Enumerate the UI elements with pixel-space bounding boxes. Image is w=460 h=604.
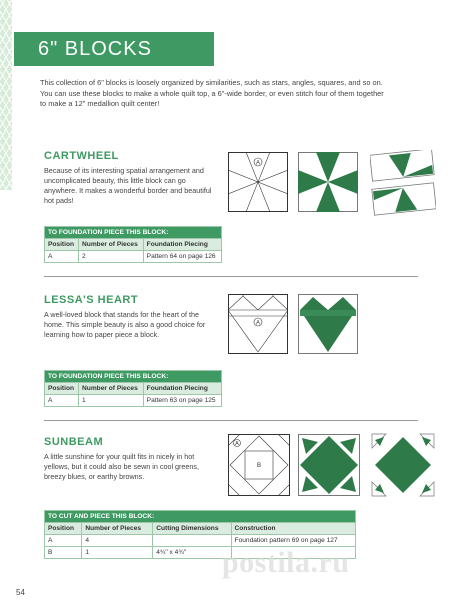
- table-cell: 4¾" x 4¾": [153, 547, 231, 559]
- sunbeam-diagram-label-b: B: [256, 463, 262, 469]
- table-row: [45, 251, 222, 263]
- section-divider: [44, 276, 418, 277]
- table-header: Number of Pieces: [79, 239, 144, 251]
- table-cell: 2: [79, 251, 144, 263]
- side-pattern: [0, 0, 12, 190]
- table-header: Foundation Piecing: [143, 383, 221, 395]
- table-header: Number of Pieces: [82, 523, 153, 535]
- page-title: 6" BLOCKS: [38, 38, 152, 60]
- cartwheel-text: Because of its interesting spatial arrangement and uncomplicated beauty, this little block can go anywhere. It makes a wonderful border and beautiful hot pads!: [44, 166, 212, 205]
- cartwheel-exploded: [370, 150, 436, 216]
- table-header: Cutting Dimensions: [153, 523, 231, 535]
- table-row: [45, 535, 356, 547]
- sunbeam-diagram: [228, 434, 290, 496]
- table-row: [45, 395, 222, 407]
- cartwheel-title: CARTWHEEL: [44, 150, 119, 162]
- title-bar: [14, 32, 214, 66]
- sunbeam-exploded: [370, 432, 436, 498]
- table-cell: B: [45, 547, 82, 559]
- table-header: Position: [45, 383, 79, 395]
- table-cell: 4: [82, 535, 153, 547]
- table-header: Foundation Piecing: [143, 239, 221, 251]
- table-caption: TO FOUNDATION PIECE THIS BLOCK:: [45, 227, 222, 239]
- lessa-table: [44, 370, 222, 407]
- sunbeam-text: A little sunshine for your quilt fits in nicely in hot yellows, but it could also be sewn in cool greens, breezy blues, or earthy browns.: [44, 452, 200, 481]
- watermark: postila.ru: [222, 546, 350, 579]
- intro-text: This collection of 6" blocks is loosely organized by similarities, such as stars, angles, squares, and so on. You can use these blocks to make a whole quilt top, a 6"-wide border, or even stitch four of them together to make a 12" medallion quilt center!: [40, 78, 384, 108]
- table-cell: A: [45, 395, 79, 407]
- lessa-block: [298, 294, 358, 354]
- cartwheel-diagram: [228, 152, 288, 212]
- table-cell: Pattern 63 on page 125: [143, 395, 221, 407]
- table-caption: TO FOUNDATION PIECE THIS BLOCK:: [45, 371, 222, 383]
- lessa-diagram: [228, 294, 288, 354]
- table-cell: Pattern 64 on page 126: [143, 251, 221, 263]
- table-cell: [153, 535, 231, 547]
- cartwheel-table: [44, 226, 222, 263]
- table-header: Construction: [231, 523, 355, 535]
- table-header: Number of Pieces: [79, 383, 144, 395]
- section-divider: [44, 420, 418, 421]
- sunbeam-diagram-label-a: A: [235, 441, 239, 448]
- table-cell: Foundation pattern 69 on page 127: [231, 535, 355, 547]
- lessa-text: A well-loved block that stands for the heart of the home. This simple beauty is also a good choice for learning how to paper piece a block.: [44, 310, 206, 339]
- sunbeam-title: SUNBEAM: [44, 436, 104, 448]
- page-number: 54: [16, 588, 25, 597]
- table-cell: 1: [79, 395, 144, 407]
- table-header: Position: [45, 239, 79, 251]
- sunbeam-block: [298, 434, 360, 496]
- table-header: Position: [45, 523, 82, 535]
- table-cell: A: [45, 535, 82, 547]
- cartwheel-block: [298, 152, 358, 212]
- lessa-diagram-label: A: [255, 320, 261, 327]
- table-cell: A: [45, 251, 79, 263]
- table-caption: TO CUT AND PIECE THIS BLOCK:: [45, 511, 356, 523]
- cartwheel-diagram-label: A: [255, 160, 261, 167]
- table-cell: 1: [82, 547, 153, 559]
- lessa-title: LESSA'S HEART: [44, 294, 139, 306]
